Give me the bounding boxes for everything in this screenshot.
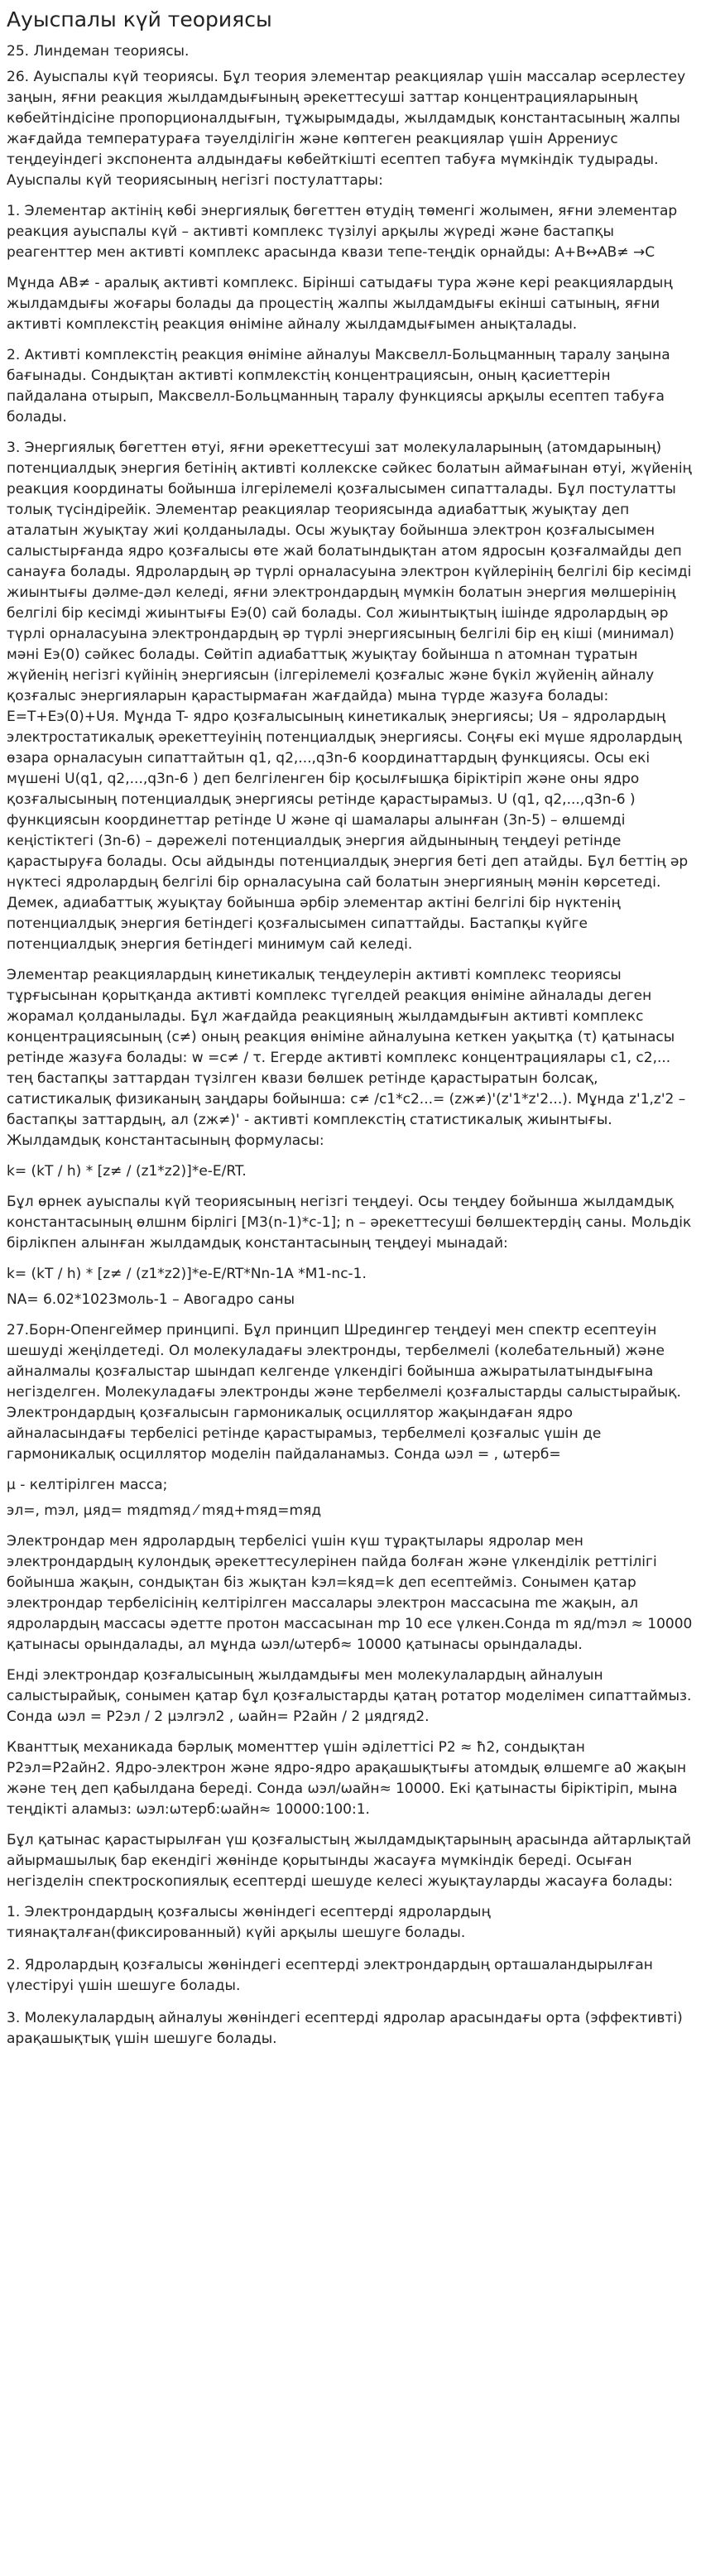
postulate-3: 3. Энергиялық бөгеттен өтуі, яғни әрекеттесуші зат молекулаларының (атомдарының) потенциалдық энергия бетінің активті коллекске сәйкес болатын аймағынан өтуі, жүйенің реакция координаты бойынша ілгерілемелі қозғалысымен сипатталады. Бұл постулатты толық түсіндірейік. Элементар реакциялар теориясында адиабаттық жуықтау деп аталатын жуықтау жиі қолданылады. Осы жуықтау бойынша электрон қозғалысымен салыстырғанда ядро қозғалысы өте жай болатындықтан атом ядросын қозғалмайды деп санауға болады. Ядролардың әр түрлі орналасуына электрон күйлерінің белгілі бір кесімді жиынтығы дәлме-дәл келеді, яғни электрондардың мүмкін болатын энергия мөлшерінің белгілі бір кесімді жиынтығы Eэ(0) сай болады. Сол жиынтықтың ішінде ядролардың әр түрлі орналасуына электрондардың әр түрлі энергиясының белгілі бір ең кіші (минимал) мәні Eэ(0) сәйкес болады. Сөйтіп адиабаттық жуықтау бойынша n атомнан тұратын жүйенің негізгі күйінің энергиясын (ілгерілемелі қозғалыс және бүкіл жүйенің айналу қозғалыс энергияларын қарастырмаған жағдайда) мына түрде жазуға болады: E=T+Eэ(0)+Uя. Мұнда T- ядро қозғалысының кинетикалық энергиясы; Uя – ядролардың электростатикалық әрекеттеуінің потенциалдық энергиясы. Соңғы екі мүше ядролардың өзара орналасуын сипаттайтын q1, q2,...,q3n-6 координаттардың функциясы. Осы екі мүшені U(q1, q2,...,q3n-6 ) деп белгіленген бір қосылғышқа біріктіріп және оны ядро қозғалысының потенциалдық энергиясы ретінде қарастырамыз. U (q1, q2,...,q3n-6 ) функциясын координеттар ретінде U және qi шамалары алынған (3n-5) – өлшемді кеңістіктегі (3n-6) – дәрежелі потенциалдық энергия айдынының теңдеуі ретінде қарастыруға болады. Осы айдынды потенциалдық энергия беті деп атайды. Бұл беттің әр нүктесі ядролардың белгілі бір орналасуына сай болатын энергияның мәнін көрсетеді. Демек, адиабаттық жуықтау бойынша әрбір элементар актіні белгілі бір нүктенің потенциалдық энергия бетіндегі қозғалысымен сипаттайды. Бастапқы күйге потенциалдық энергия бетіндегі минимум сай келеді. (7, 440, 692, 953)
page-title: Ауыспалы күй теориясы (7, 7, 272, 31)
paragraph: Элементар реакциялардың кинетикалық теңдеулерін активті комплекс теориясы тұрғысынан қорытқанда активті комплекс түгелдей реакция өніміне айналады деген жорамал қолданылады. Бұл жағдайда реакцияның жылдамдығын активті комплекс концентрациясының (c≠) оның реакция өніміне айналуына кеткен уақытқа (τ) қатынасы ретінде жазуға болады: w =c≠ / τ. Егерде активті комплекс концентрациялары c1, c2,... тең бастапқы заттардан түзілген квази бөлшек ретінде қарастыратын болсақ, сатистикалық физиканың заңдары бойынша: c≠ /c1*c2...= (zж≠)'(z'1*z'2...). Мұнда z'1,z'2 – бастапқы заттардың, ал (zж≠)' - активті комплекстің статистикалық жиынтығы. Жылдамдық константасының формуласы: (7, 967, 686, 1149)
approximation-item-3: 3. Молекулалардың айналуы жөніндегі есептерді ядролар арасындағы орта (эффективті) арақашықтық үшін шешуге болады. (7, 2010, 683, 2047)
avogadro-note: NA= 6.02*1023моль-1 – Авогадро саны (7, 1291, 295, 1308)
section-heading: 25. Линдеман теориясы. (7, 43, 190, 60)
postulate-2: 2. Активті комплекстің реакция өніміне айналуы Максвелл-Больцманның таралу заңына бағынады. Сондықтан активті копмлекстің концентрациясын, оның қасиеттерін пайдалана отырып, Максвелл-Больцманның таралу функциясы арқылы есептеп табуға болады. (7, 347, 670, 425)
paragraph: Электрондар мен ядролардың тербелісі үшін күш тұрақтылары ядролар мен электрондардың кулондық әрекеттесулерінен пайда болған және үлкенділік реттілігі бойынша жақын, сондықтан біз жықтан kэл=kяд=k деп есептейміз. Сонымен қатар электрондар тербелісінің келтірілген массалары электрон массасына mе жақын, ал ядролардың массасы әдетте протон массасынан mp 10 есе үлкен.Сонда m яд/mэл ≈ 10000 қатынасы орындалады, ал мұнда ωэл/ωтерб≈ 10000 қатынасы орындалады. (7, 1533, 693, 1653)
born-oppenheimer-paragraph: 27.Борн-Опенгеймер принципі. Бұл принцип Шредингер теңдеуі мен спектр есептеуін шешуді жеңілдетеді. Ол молекуладағы электронды, тербелмелі (колебательный) және айналмалы қозғалыстар шындап келгенде үлкендігі бойынша ажыратылатындығына негізделген. Молекуладағы электронды және тербелмелі қозғалыстарды салыстырайық. Электрондардың қозғалысын гармоникалық осциллятор жақындаған ядро айналасындағы тербелісі ретінде қараcтырамыз, тербелмелі қозғалыс үшін де гармоникалық осциллятор моделін пайдаланамыз. Сонда ωэл = , ωтерб= (7, 1322, 681, 1463)
paragraph: Енді электрондар қозғалысының жылдамдығы мен молекулалардың айналуын салыстырайық, сонымен қатар бұл қозғалыстарды қатаң ротатор моделімен сипаттаймыз. Сонда ωэл = P2эл / 2 μэлrэл2 , ωайн= P2айн / 2 μядrяд2. (7, 1667, 692, 1725)
paragraph: Кванттық механикада бәрлық моменттер үшін әділеттісі P2 ≈ ħ2, сондықтан P2эл=P2айн2. Ядро-электрон және ядро-ядро арақашықтығы атомдық өлшемге a0 жақын және тең деп қабылдана береді. Сонда ωэл/ωайн≈ 10000. Екі қатынасты біріктіріп, мына теңдікті аламыз: ωэл:ωтерб:ωайн≈ 10000:100:1. (7, 1739, 687, 1818)
reduced-mass-note: μ - келтірілген масса; (7, 1477, 168, 1493)
formula-rate-constant: k= (kT / h) * [z≠ / (z1*z2)]*e-E/RT. (7, 1163, 247, 1180)
approximation-item-2: 2. Ядролардың қозғалысы жөніндегі есептерді электрондардың орташаландырылған үлестіруі үшін шешуге болады. (7, 1957, 653, 1994)
paragraph: Бұл қатынас қарастырылған үш қозғалыстың жылдамдықтарының арасында айтарлықтай айырмашылық бар екендігі жөнінде қорытынды жасауға мүмкіндік береді. Осыған негізделін спектроскопиялық есептерді шешуде келесі жуықтауларды жасауға болады: (7, 1832, 692, 1890)
postulate-1: 1. Элементар актінің көбі энергиялық бөгеттен өтудің төменгі жолымен, яғни элементар реакция ауыспалы күй – активті комплекс түзілуі арқылы жүреді және бастапқы реагенттер мен активті комплекс арасында квази тепе-теңдік орнайды: A+B↔AB≠ →C (7, 203, 678, 261)
paragraph: 26. Ауыспалы күй теориясы. Бұл теория элементар реакциялар үшін массалар әсерлестеу заңын, яғни реакция жылдамдығының әрекеттесуші заттар концентрацияларының көбейтіндісіне пропорционалдығын, тұжырымдады, жылдамдық константасының жалпы жағдайда температураға тәуелділігін және көптеген реакциялар үшін Аррениус теңдеуіндегі экспонента алдындағы көбейткішті есептеп табуға мүмкіндік тудырады. Ауыспалы күй теориясының негізгі постулаттары: (7, 69, 686, 189)
formula-reduced-mass: эл=, mэл, μяд= mядmяд ⁄ mяд+mяд=mяд (7, 1502, 322, 1519)
paragraph: Мұнда AB≠ - аралық активті комплекс. Бірінші сатыдағы тура және кері реакциялардың жылдамдығы жоғары болады да процестің жалпы жылдамдығы екінші сатының, яғни активті комплекстің реакция өніміне айналу жылдамдығымен анықталады. (7, 275, 673, 333)
formula-molar-rate-constant: k= (kT / h) * [z≠ / (z1*z2)]*e-E/RT*Nn-1A *M1-nc-1. (7, 1266, 367, 1282)
paragraph: Бұл өрнек ауыспалы күй теориясының негізгі теңдеуі. Осы теңдеу бойынша жылдамдық константасының өлшнм бірлігі [M3(n-1)*c-1]; n – әрекеттесуші бөлшектердің саны. Мольдік бірлікпен алынған жылдамдық константасының теңдеуі мынадай: (7, 1194, 692, 1252)
approximation-item-1: 1. Электрондардың қозғалысы жөніндегі есептерді ядролардың тиянақталған(фиксированный) күйі арқылы шешуге болады. (7, 1904, 491, 1941)
